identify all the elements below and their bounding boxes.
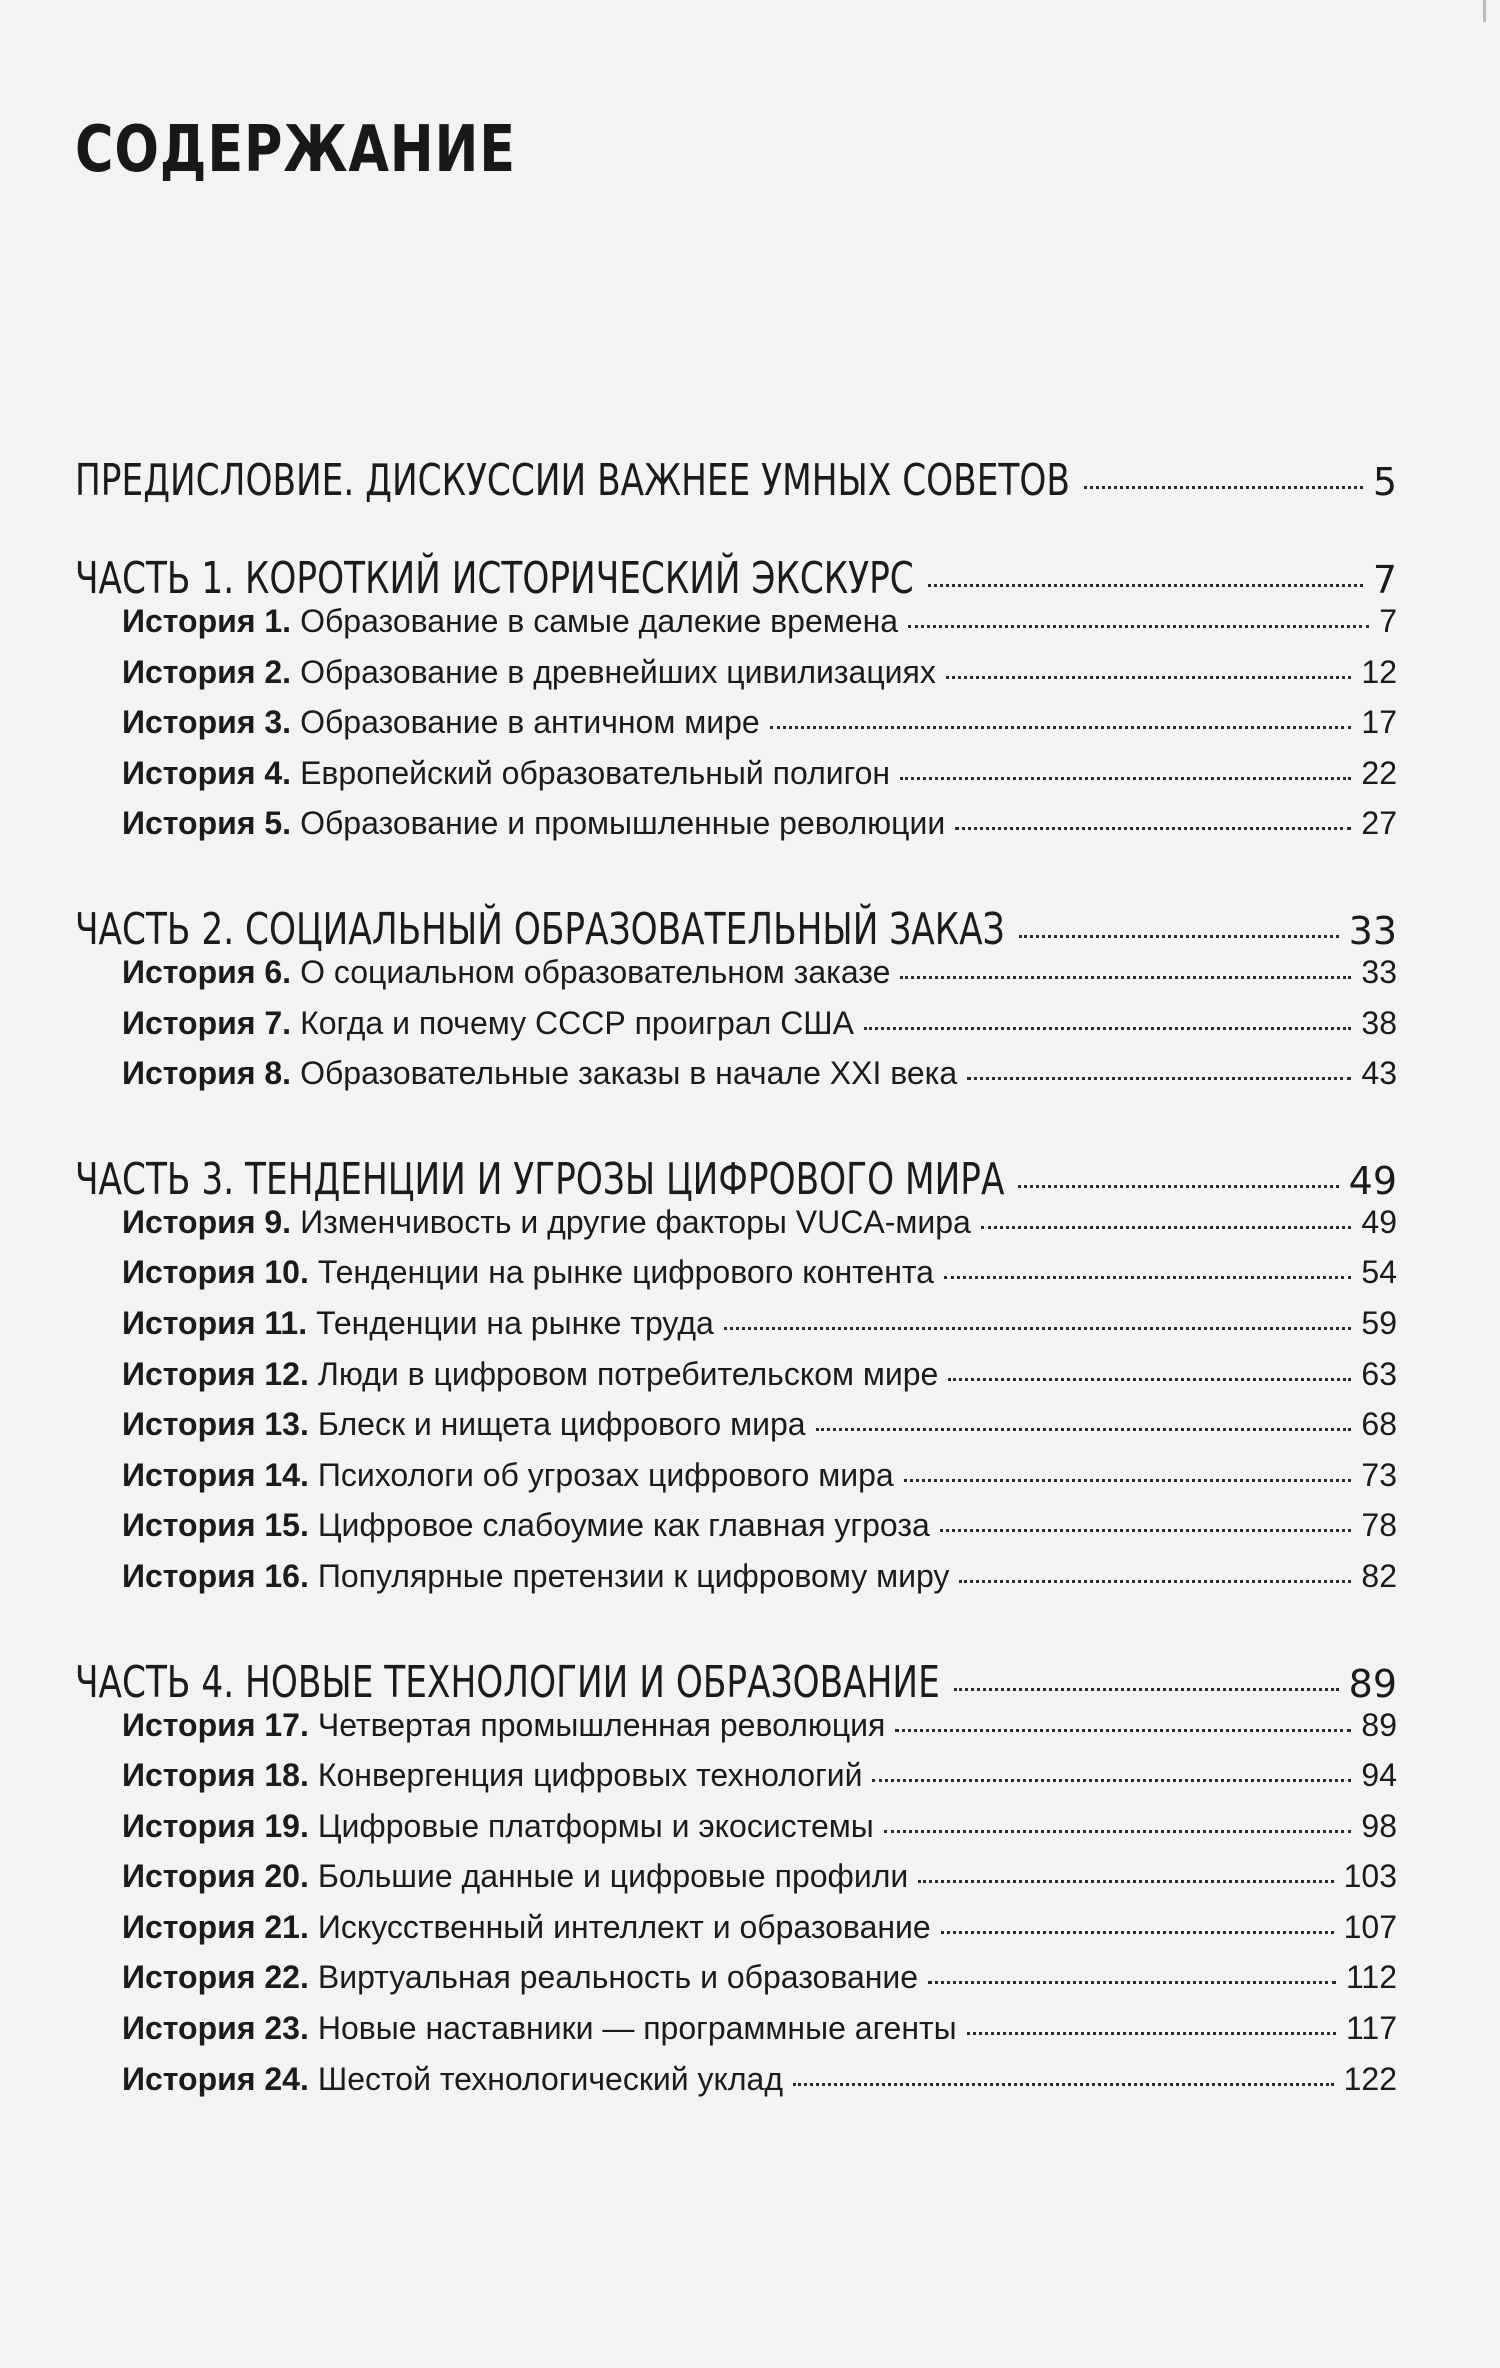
toc-story-entry	[75, 1356, 1397, 1407]
toc-part	[75, 904, 1397, 1106]
toc-story-entry	[75, 1254, 1397, 1305]
dot-leader	[872, 1779, 1351, 1782]
story-label: История 7.	[122, 1004, 292, 1041]
dot-leader	[959, 1580, 1351, 1583]
story-page-number: 89	[1361, 1706, 1397, 1743]
story-title: Образование в античном мире	[300, 704, 760, 741]
story-page-number: 12	[1361, 653, 1397, 690]
toc-part-title: ЧАСТЬ 2. СОЦИАЛЬНЫЙ ОБРАЗОВАТЕЛЬНЫЙ ЗАКАЗ	[75, 903, 1005, 955]
story-label: История 23.	[122, 2010, 309, 2047]
story-label: История 14.	[122, 1456, 309, 1493]
toc-part	[75, 1657, 1397, 2112]
story-title: Образование и промышленные революции	[300, 805, 946, 842]
story-title: Когда и почему СССР проиграл США	[300, 1004, 854, 1041]
toc-story-entry	[75, 1457, 1397, 1508]
story-page-number: 33	[1361, 953, 1397, 990]
toc-story-entry	[75, 805, 1397, 856]
dot-leader	[864, 1027, 1351, 1030]
toc-story-entry	[75, 704, 1397, 755]
story-label: История 6.	[122, 953, 292, 990]
toc-part-title: ЧАСТЬ 4. НОВЫЕ ТЕХНОЛОГИИ И ОБРАЗОВАНИЕ	[75, 1656, 940, 1708]
story-page-number: 49	[1361, 1203, 1397, 1240]
toc-story-entry	[75, 1858, 1397, 1909]
story-title: Тенденции на рынке труда	[316, 1304, 714, 1341]
story-title: Четвертая промышленная революция	[317, 1706, 886, 1743]
toc-story-entry	[75, 1707, 1397, 1758]
story-label: История 20.	[122, 1858, 309, 1895]
section-gap	[75, 1106, 1397, 1154]
toc-story-entry	[75, 1305, 1397, 1356]
story-page-number: 43	[1361, 1055, 1397, 1092]
story-page-number: 27	[1361, 805, 1397, 842]
toc-story-entry	[75, 2061, 1397, 2112]
story-title: Образование в самые далекие времена	[300, 603, 899, 639]
toc-story-entry	[75, 1055, 1397, 1106]
story-label: История 12.	[122, 1355, 309, 1392]
story-title: Европейский образовательный полигон	[300, 754, 891, 791]
dot-leader	[1084, 486, 1363, 489]
dot-leader	[981, 1226, 1352, 1229]
story-title: Тенденции на рынке цифрового контента	[317, 1254, 934, 1291]
story-page-number: 82	[1361, 1557, 1397, 1594]
toc-part-page-number: 49	[1348, 1158, 1397, 1203]
toc-part	[75, 553, 1397, 856]
toc-part-title-wrap	[75, 904, 1005, 955]
story-label: История 16.	[122, 1557, 309, 1594]
dot-leader	[944, 1276, 1351, 1279]
story-title: Шестой технологический уклад	[317, 2060, 783, 2097]
toc-part-title-wrap	[75, 455, 1070, 506]
story-label: История 19.	[122, 1807, 309, 1844]
story-page-number: 103	[1343, 1858, 1397, 1895]
story-label: История 1.	[122, 603, 292, 639]
story-label: История 4.	[122, 754, 292, 791]
story-label: История 2.	[122, 653, 292, 690]
story-title: Искусственный интеллект и образование	[317, 1908, 931, 1945]
story-title: Цифровые платформы и экосистемы	[317, 1807, 874, 1844]
story-label: История 17.	[122, 1706, 309, 1743]
table-of-contents	[75, 455, 1397, 2111]
story-title: Психологи об угрозах цифрового мира	[317, 1456, 894, 1493]
dot-leader	[1019, 935, 1339, 938]
dot-leader	[946, 676, 1352, 679]
toc-story-entry	[75, 1005, 1397, 1056]
story-label: История 3.	[122, 704, 292, 741]
toc-part-page-number: 7	[1372, 558, 1397, 602]
toc-part-title-wrap	[75, 1657, 940, 1708]
story-page-number: 122	[1343, 2060, 1397, 2097]
dot-leader	[955, 827, 1351, 830]
story-page-number: 54	[1361, 1254, 1397, 1291]
dot-leader	[928, 1981, 1336, 1984]
toc-story-entry	[75, 1204, 1397, 1255]
dot-leader	[1018, 1185, 1338, 1188]
dot-leader	[895, 1729, 1351, 1732]
story-page-number: 73	[1361, 1456, 1397, 1493]
toc-part-title-wrap	[75, 1154, 1004, 1205]
story-label: История 21.	[122, 1908, 309, 1945]
toc-story-entry	[75, 1406, 1397, 1457]
story-label: История 8.	[122, 1055, 292, 1092]
story-page-number: 68	[1361, 1406, 1397, 1443]
dot-leader	[967, 1077, 1351, 1080]
toc-story-entry	[75, 1909, 1397, 1960]
story-page-number: 107	[1343, 1908, 1397, 1945]
toc-story-entry	[75, 1507, 1397, 1558]
toc-story-entry	[75, 603, 1397, 654]
story-label: История 22.	[122, 1959, 309, 1996]
story-title: Цифровое слабоумие как главная угроза	[317, 1507, 930, 1544]
dot-leader	[908, 625, 1369, 628]
toc-part-heading	[75, 455, 1397, 505]
story-label: История 24.	[122, 2060, 309, 2097]
story-page-number: 98	[1361, 1807, 1397, 1844]
story-page-number: 117	[1345, 2010, 1397, 2047]
story-title: Изменчивость и другие факторы VUCA-мира	[300, 1203, 971, 1240]
dot-leader	[904, 1479, 1352, 1482]
story-title: Блеск и нищета цифрового мира	[317, 1406, 806, 1443]
dot-leader	[948, 1378, 1351, 1381]
toc-story-entry	[75, 1558, 1397, 1609]
toc-part-heading	[75, 904, 1397, 954]
story-label: История 15.	[122, 1507, 309, 1544]
dot-leader	[928, 584, 1363, 587]
story-title: Образование в древнейших цивилизациях	[300, 653, 936, 690]
dot-leader	[724, 1327, 1352, 1330]
story-label: История 5.	[122, 805, 292, 842]
story-title: Образовательные заказы в начале XXI века	[300, 1055, 958, 1092]
toc-story-entry	[75, 1959, 1397, 2010]
page-corner-mark	[1483, 0, 1486, 22]
story-label: История 10.	[122, 1254, 309, 1291]
story-page-number: 94	[1361, 1757, 1397, 1794]
dot-leader	[940, 1529, 1352, 1532]
dot-leader	[816, 1428, 1352, 1431]
story-label: История 11.	[122, 1304, 308, 1341]
toc-part-title: ПРЕДИСЛОВИЕ. ДИСКУССИИ ВАЖНЕЕ УМНЫХ СОВЕТОВ	[75, 455, 1070, 506]
toc-part-page-number: 5	[1372, 460, 1397, 504]
story-title: Большие данные и цифровые профили	[317, 1858, 909, 1895]
dot-leader	[967, 2032, 1336, 2035]
dot-leader	[954, 1688, 1339, 1691]
toc-part-page-number: 89	[1348, 1661, 1397, 1706]
story-label: История 13.	[122, 1406, 309, 1443]
toc-story-entry	[75, 654, 1397, 705]
story-page-number: 78	[1361, 1507, 1397, 1544]
page-title: СОДЕРЖАНИЕ	[75, 113, 516, 187]
dot-leader	[918, 1880, 1333, 1883]
toc-part	[75, 455, 1397, 505]
toc-part-heading	[75, 1657, 1397, 1707]
section-gap	[75, 856, 1397, 904]
dot-leader	[900, 976, 1351, 979]
toc-part-page-number: 33	[1348, 908, 1397, 953]
story-page-number: 59	[1361, 1304, 1397, 1341]
toc-part-heading	[75, 1154, 1397, 1204]
story-title: Популярные претензии к цифровому миру	[317, 1557, 950, 1594]
story-page-number: 112	[1345, 1959, 1397, 1996]
toc-part	[75, 1154, 1397, 1609]
story-title: Виртуальная реальность и образование	[317, 1959, 919, 1996]
dot-leader	[900, 777, 1351, 780]
dot-leader	[770, 726, 1352, 729]
story-label: История 9.	[122, 1203, 292, 1240]
story-title: Новые наставники — программные агенты	[317, 2010, 957, 2047]
story-title: О социальном образовательном заказе	[300, 953, 891, 990]
dot-leader	[793, 2083, 1334, 2086]
toc-story-entry	[75, 755, 1397, 806]
toc-part-title: ЧАСТЬ 1. КОРОТКИЙ ИСТОРИЧЕСКИЙ ЭКСКУРС	[75, 553, 914, 604]
story-page-number: 17	[1361, 704, 1397, 741]
story-label: История 18.	[122, 1757, 309, 1794]
toc-story-entry	[75, 1808, 1397, 1859]
story-page-number: 38	[1361, 1004, 1397, 1041]
toc-story-entry	[75, 2010, 1397, 2061]
story-title: Люди в цифровом потребительском мире	[317, 1355, 939, 1392]
section-gap	[75, 1609, 1397, 1657]
dot-leader	[941, 1931, 1334, 1934]
story-title: Конвергенция цифровых технологий	[317, 1757, 863, 1794]
story-page-number: 63	[1361, 1355, 1397, 1392]
story-page-number: 22	[1361, 754, 1397, 791]
toc-part-title: ЧАСТЬ 3. ТЕНДЕНЦИИ И УГРОЗЫ ЦИФРОВОГО МИРА	[75, 1153, 1005, 1205]
toc-part-title-wrap	[75, 553, 914, 604]
toc-story-entry	[75, 1757, 1397, 1808]
section-gap	[75, 505, 1397, 553]
dot-leader	[884, 1830, 1352, 1833]
story-page-number: 7	[1379, 603, 1397, 639]
toc-part-heading	[75, 553, 1397, 603]
toc-story-entry	[75, 954, 1397, 1005]
